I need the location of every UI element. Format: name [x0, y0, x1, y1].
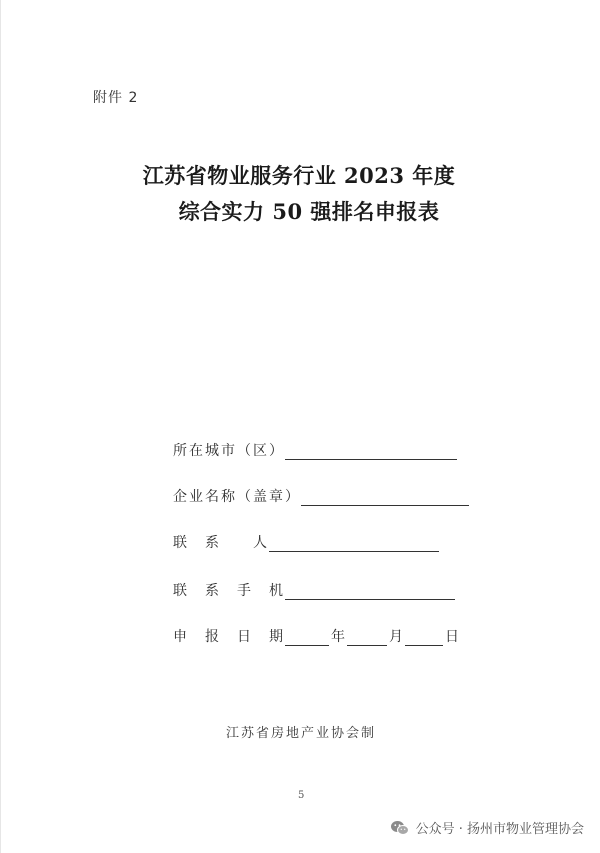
form-row-phone: [173, 578, 455, 600]
phone-field[interactable]: [285, 583, 455, 600]
page-number: 5: [298, 790, 305, 801]
form-row-date: [173, 624, 461, 646]
year-unit: 年: [331, 629, 345, 645]
form-row-company: [173, 484, 469, 506]
form-row-city: [173, 438, 457, 460]
form-row-contact: [173, 530, 439, 552]
attachment-label: 附件 2: [93, 90, 139, 106]
contact-field[interactable]: [269, 535, 439, 552]
watermark-footer: [390, 818, 584, 837]
phone-label: 联 系 手 机: [173, 583, 285, 599]
year-field[interactable]: [285, 629, 329, 646]
company-label: 企业名称（盖章）: [173, 489, 301, 505]
company-field[interactable]: [301, 489, 469, 506]
date-label: 申 报 日 期: [173, 629, 285, 645]
issuer-line: 江苏省房地产业协会制: [225, 726, 376, 741]
day-unit: 日: [445, 629, 459, 645]
footer-text: 公众号 · 扬州市物业管理协会: [415, 822, 584, 837]
day-field[interactable]: [405, 629, 443, 646]
title-line-1: 江苏省物业服务行业 2023 年度: [142, 163, 456, 188]
city-field[interactable]: [285, 443, 457, 460]
contact-label: 联 系 人: [173, 535, 269, 551]
month-unit: 月: [389, 629, 403, 645]
city-label: 所在城市（区）: [173, 443, 285, 459]
month-field[interactable]: [347, 629, 387, 646]
title-line-2: 综合实力 50 强排名申报表: [178, 199, 440, 224]
wechat-icon: [390, 820, 410, 836]
